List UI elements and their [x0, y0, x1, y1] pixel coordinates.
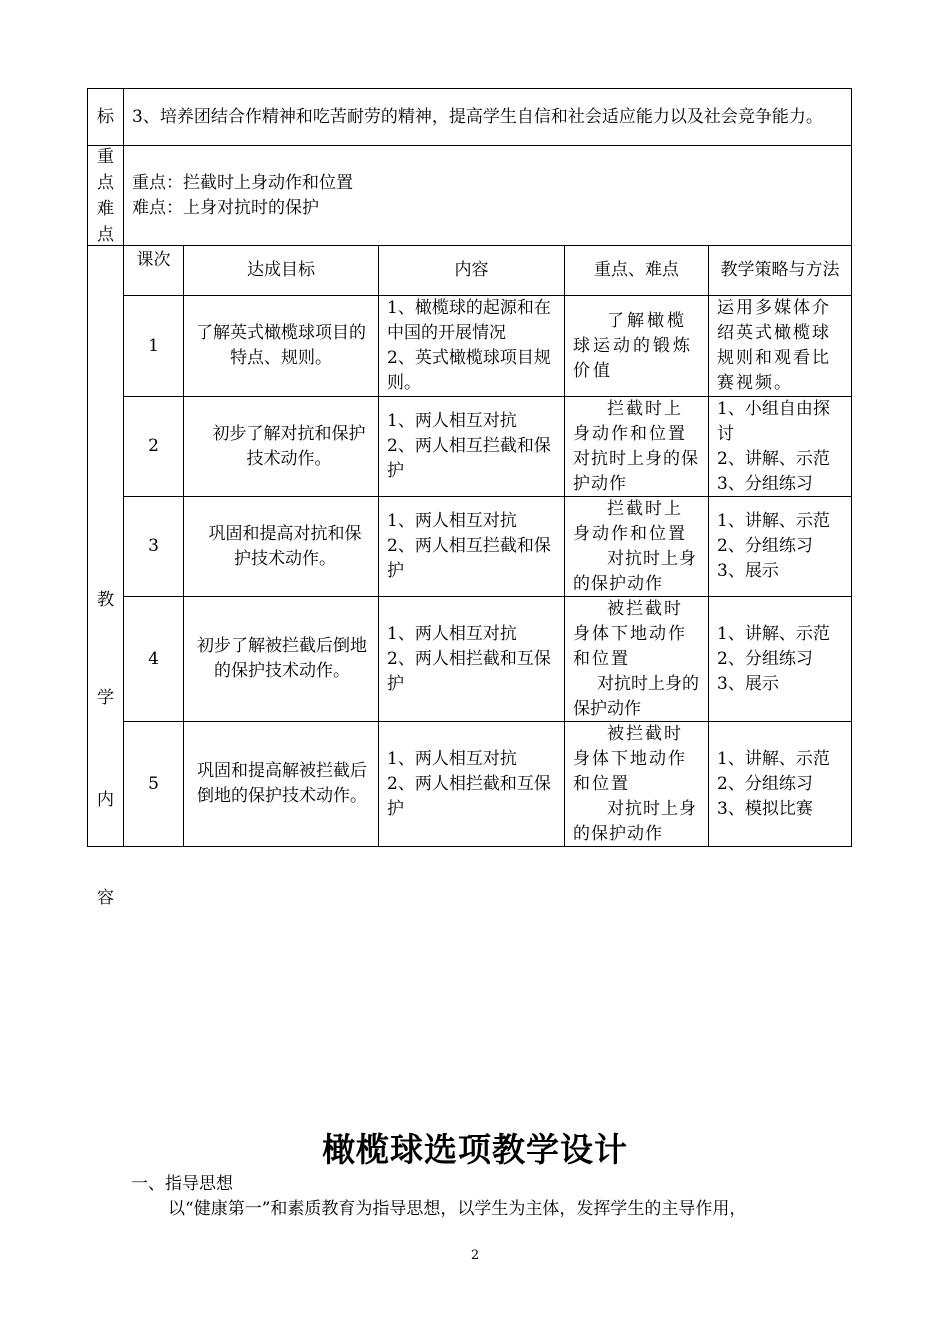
row-2-num: 2: [123, 396, 184, 497]
row-5-goal: 巩固和提高解被拦截后倒地的保护技术动作。: [183, 721, 379, 847]
row-3-goal: 巩固和提高对抗和保护技术动作。: [183, 496, 379, 597]
row-2-key: 拦截时上身动作和位置 对抗时上身的保护动作: [564, 396, 709, 497]
row-4-content: 1、两人相互对抗 2、两人相拦截和互保护: [378, 596, 565, 722]
row-4-goal: 初步了解被拦截后倒地的保护技术动作。: [183, 596, 379, 722]
row-4-strategy: 1、讲解、示范 2、分组练习 3、展示: [708, 596, 852, 722]
row-3-key: 拦截时上身动作和位置 对抗时上身的保护动作: [564, 496, 709, 597]
row-3-content: 1、两人相互对抗 2、两人相互拦截和保护: [378, 496, 565, 597]
goal-row-text: 3、培养团结合作精神和吃苦耐劳的精神，提高学生自信和社会适应能力以及社会竞争能力。: [123, 88, 852, 146]
row-3-num: 3: [123, 496, 184, 597]
row-5-num: 5: [123, 721, 184, 847]
row-2-strategy: 1、小组自由探讨 2、讲解、示范 3、分组练习: [708, 396, 852, 497]
page-number: 2: [470, 1248, 480, 1263]
header-key: 重点、难点: [564, 245, 709, 296]
row-3-strategy: 1、讲解、示范 2、分组练习 3、展示: [708, 496, 852, 597]
header-strategy: 教学策略与方法: [708, 245, 852, 296]
row-4-num: 4: [123, 596, 184, 722]
key-row-label: 重 点 难 点: [87, 145, 124, 246]
header-content: 内容: [378, 245, 565, 296]
key-point-line: 重点：拦截时上身动作和位置: [132, 172, 353, 193]
row-1-goal: 了解英式橄榄球项目的特点、规则。: [183, 295, 379, 397]
row-1-content: 1、橄榄球的起源和在中国的开展情况 2、英式橄榄球项目规则。: [378, 295, 565, 397]
header-lesson: 课次: [123, 245, 184, 296]
row-1-strategy: 运用多媒体介绍英式橄榄球规则和观看比赛视频。: [708, 295, 852, 397]
row-2-content: 1、两人相互对抗 2、两人相互拦截和保护: [378, 396, 565, 497]
paragraph-1: 以“健康第一”和素质教育为指导思想，以学生为主体，发挥学生的主导作用，: [168, 1199, 747, 1219]
header-goal: 达成目标: [183, 245, 379, 296]
key-row-text: [123, 145, 852, 246]
content-side-label: 教 学 内 容: [87, 245, 124, 847]
row-5-key: 被拦截时身体下地动作和位置 对抗时上身的保护动作: [564, 721, 709, 847]
row-1-key: 了解橄榄球运动的锻炼价值: [564, 295, 709, 397]
doc-title: 橄榄球选项教学设计: [322, 1130, 628, 1169]
row-1-num: 1: [123, 295, 184, 397]
row-2-goal: 初步了解对抗和保护技术动作。: [183, 396, 379, 497]
goal-row-label: 标: [87, 88, 124, 146]
row-5-content: 1、两人相互对抗 2、两人相拦截和互保护: [378, 721, 565, 847]
row-4-key: 被拦截时身体下地动作和位置 对抗时上身的保护动作: [564, 596, 709, 722]
section-heading: 一、指导思想: [131, 1174, 233, 1194]
row-5-strategy: 1、讲解、示范 2、分组练习 3、模拟比赛: [708, 721, 852, 847]
difficulty-line: 难点：上身对抗时的保护: [132, 197, 319, 218]
